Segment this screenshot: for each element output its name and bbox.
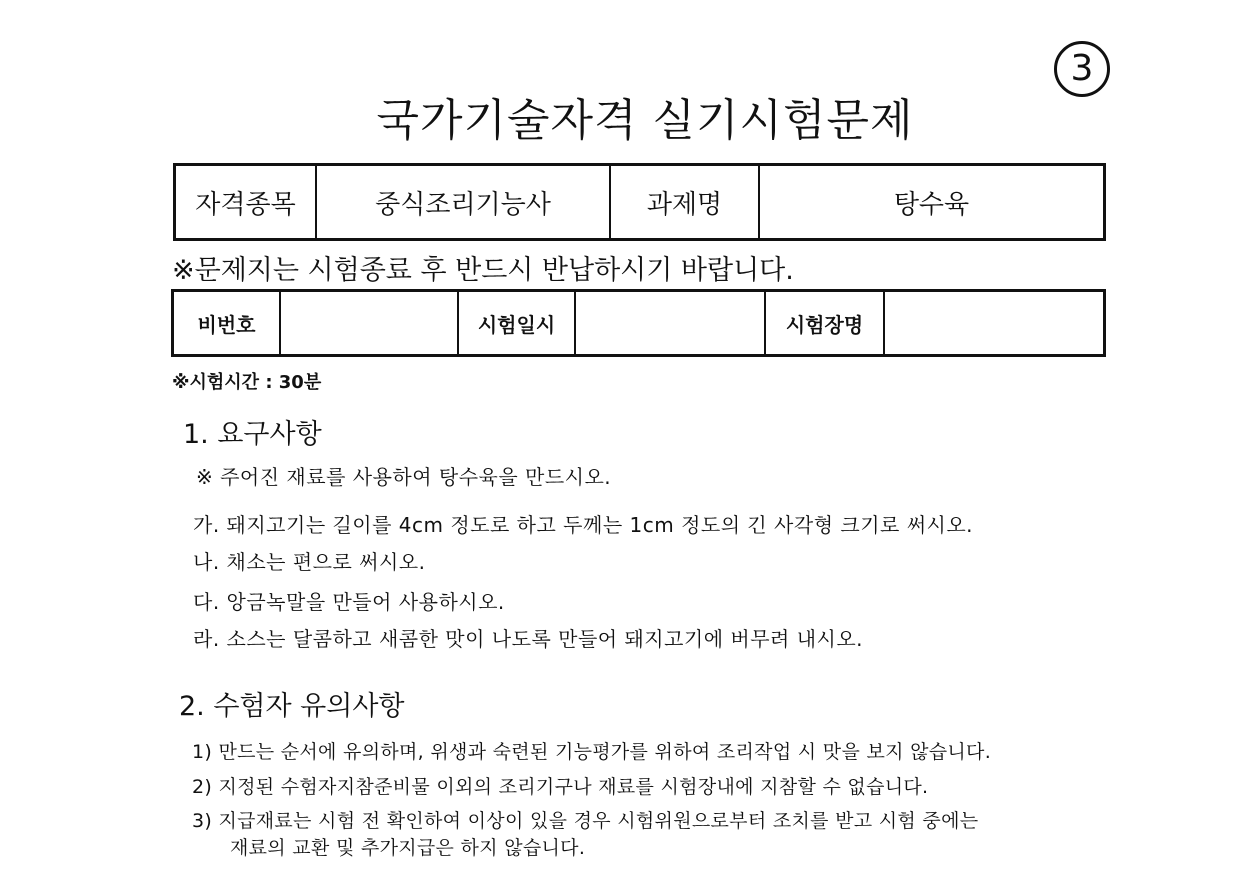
field-label: 자격종목 xyxy=(175,165,317,240)
caution-item: 1) 만드는 순서에 유의하며, 위생과 숙련된 기능평가를 위하여 조리작업 시 맛을 보지 않습니다. xyxy=(192,741,992,763)
exam-time: ※시험시간 : 30분 xyxy=(172,372,322,393)
task-value: 탕수육 xyxy=(759,165,1105,240)
page-number-badge: 3 xyxy=(1054,41,1110,97)
return-notice: ※문제지는 시험종료 후 반드시 반납하시기 바랍니다. xyxy=(172,255,794,286)
section2-heading: 2. 수험자 유의사항 xyxy=(179,691,405,722)
place-label: 시험장명 xyxy=(765,291,884,356)
caution-item: 2) 지정된 수험자지참준비물 이외의 조리기구나 재료를 시험장내에 지참할 수 없습니다. xyxy=(192,776,929,798)
requirement-item: 다. 앙금녹말을 만들어 사용하시오. xyxy=(193,590,505,614)
registration-table xyxy=(171,289,1106,357)
date-value xyxy=(575,291,765,356)
caution-item-continued: 재료의 교환 및 추가지급은 하지 않습니다. xyxy=(230,837,586,859)
date-label: 시험일시 xyxy=(458,291,575,356)
place-value xyxy=(884,291,1105,356)
info-table xyxy=(173,163,1106,241)
requirement-item: 나. 채소는 편으로 써시오. xyxy=(193,550,426,574)
id-label: 비번호 xyxy=(173,291,281,356)
section1-heading: 1. 요구사항 xyxy=(183,419,322,450)
document-title: 국가기술자격 실기시험문제 xyxy=(376,95,914,146)
requirement-item: 가. 돼지고기는 길이를 4cm 정도로 하고 두께는 1cm 정도의 긴 사각형 크기로 써시오. xyxy=(193,513,974,537)
caution-item: 3) 지급재료는 시험 전 확인하여 이상이 있을 경우 시험위원으로부터 조치를 받고 시험 중에는 xyxy=(192,810,979,832)
id-value xyxy=(280,291,458,356)
task-label: 과제명 xyxy=(610,165,759,240)
requirement-item: 라. 소스는 달콤하고 새콤한 맛이 나도록 만들어 돼지고기에 버무려 내시오. xyxy=(193,627,864,651)
section1-intro: ※ 주어진 재료를 사용하여 탕수육을 만드시오. xyxy=(196,465,612,489)
field-value: 중식조리기능사 xyxy=(316,165,610,240)
